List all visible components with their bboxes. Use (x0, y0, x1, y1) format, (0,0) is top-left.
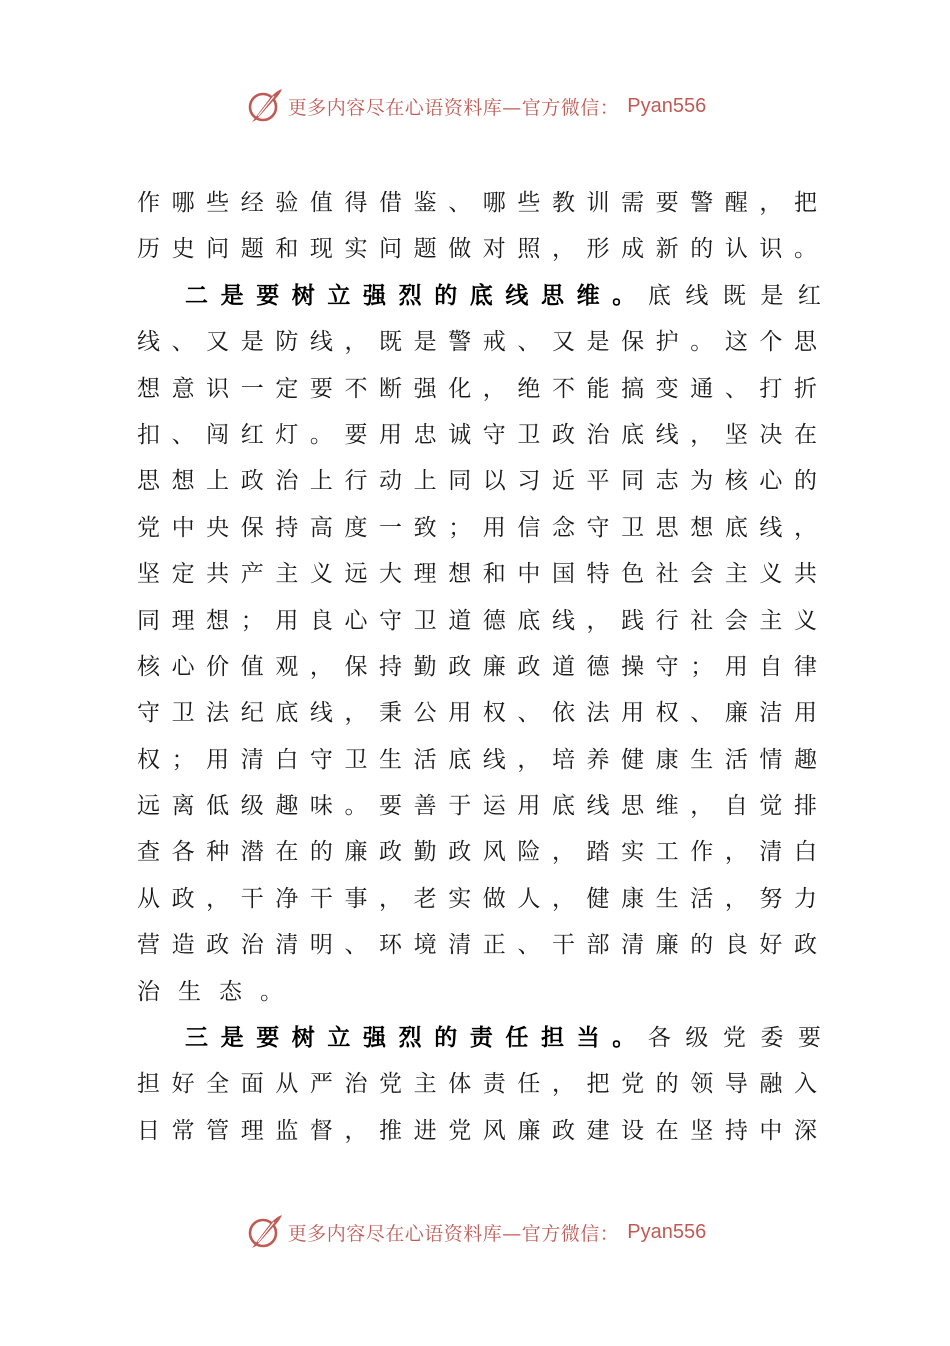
line-text: 远 离 低 级 趣 味 。 要 善 于 运 用 底 线 思 维 ， 自 觉 排 (137, 793, 817, 820)
text-line (137, 505, 817, 551)
text-line (137, 1108, 817, 1154)
watermark-wechat-id: Pyan556 (627, 94, 707, 117)
text-line (137, 829, 817, 875)
text-line (137, 180, 817, 226)
line-text: 线 、 又 是 防 线 ， 既 是 警 戒 、 又 是 保 护 。 这 个 思 (137, 329, 817, 356)
line-text: 守 卫 法 纪 底 线 ， 秉 公 用 权 、 依 法 用 权 、 廉 洁 用 (137, 700, 817, 727)
line-text: 营 造 政 治 清 明 、 环 境 清 正 、 干 部 清 廉 的 良 好 政 (137, 932, 817, 959)
watermark-wechat-id: Pyan556 (627, 1220, 707, 1243)
text-line (137, 273, 836, 319)
line-text: 从 政 ， 干 净 干 事 ， 老 实 做 人 ， 健 康 生 活 ， 努 力 (137, 885, 817, 912)
text-line (137, 1061, 817, 1107)
text-line (137, 737, 817, 783)
text-line (137, 412, 817, 458)
line-text: 核 心 价 值 观 ， 保 持 勤 政 廉 政 道 德 操 守 ； 用 自 律 (137, 653, 817, 680)
text-line (137, 922, 817, 968)
text-line (137, 598, 817, 644)
line-text: 各级党委要 (647, 1025, 836, 1052)
text-line (137, 458, 817, 504)
paragraph (137, 273, 836, 1015)
paragraph (137, 1015, 836, 1154)
line-text: 思 想 上 政 治 上 行 动 上 同 以 习 近 平 同 志 为 核 心 的 (137, 468, 817, 495)
line-text: 权 ； 用 清 白 守 卫 生 活 底 线 ， 培 养 健 康 生 活 情 趣 (137, 746, 817, 773)
line-text: 底线既是红 (647, 282, 836, 309)
document-body (137, 180, 836, 1154)
text-line (137, 226, 817, 272)
watermark-text: 更多内容尽在心语资料库—官方微信： (287, 96, 620, 119)
text-line (137, 551, 817, 597)
watermark-text: 更多内容尽在心语资料库—官方微信： (287, 1222, 620, 1245)
text-line (137, 366, 817, 412)
text-line (137, 319, 817, 365)
text-line (137, 783, 817, 829)
quill-pen-logo-icon (244, 1212, 284, 1252)
text-line (137, 969, 817, 1015)
text-line (137, 644, 817, 690)
text-line (137, 690, 817, 736)
line-text: 作 哪 些 经 验 值 得 借 鉴 、 哪 些 教 训 需 要 警 醒 ， 把 (137, 190, 817, 216)
paragraph (137, 180, 817, 273)
line-text: 坚 定 共 产 主 义 远 大 理 想 和 中 国 特 色 社 会 主 义 共 (137, 561, 817, 588)
line-text: 历 史 问 题 和 现 实 问 题 做 对 照 ， 形 成 新 的 认 识 。 (137, 236, 817, 263)
quill-pen-logo-icon (244, 86, 284, 126)
line-text: 担 好 全 面 从 严 治 党 主 体 责 任 ， 把 党 的 领 导 融 入 (137, 1071, 817, 1098)
line-text: 治生态。 (137, 978, 301, 1005)
footer-watermark (0, 1210, 950, 1254)
header-watermark (0, 84, 950, 128)
line-text: 日 常 管 理 监 督 ， 推 进 党 风 廉 政 建 设 在 坚 持 中 深 (137, 1117, 817, 1144)
text-line (137, 876, 817, 922)
line-text: 同 理 想 ； 用 良 心 守 卫 道 德 底 线 ， 践 行 社 会 主 义 (137, 607, 817, 634)
line-text: 想 意 识 一 定 要 不 断 强 化 ， 绝 不 能 搞 变 通 、 打 折 (137, 375, 817, 402)
text-line (137, 1015, 836, 1061)
line-text: 查 各 种 潜 在 的 廉 政 勤 政 风 险 ， 踏 实 工 作 ， 清 白 (137, 839, 817, 866)
paragraph-heading: 三是要树立强烈的责任担当。 (185, 1024, 648, 1052)
paragraph-heading: 二是要树立强烈的底线思维。 (185, 281, 648, 309)
line-text: 扣 、 闯 红 灯 。 要 用 忠 诚 守 卫 政 治 底 线 ， 坚 决 在 (137, 421, 817, 448)
line-text: 党 中 央 保 持 高 度 一 致 ； 用 信 念 守 卫 思 想 底 线 ， (137, 514, 817, 541)
